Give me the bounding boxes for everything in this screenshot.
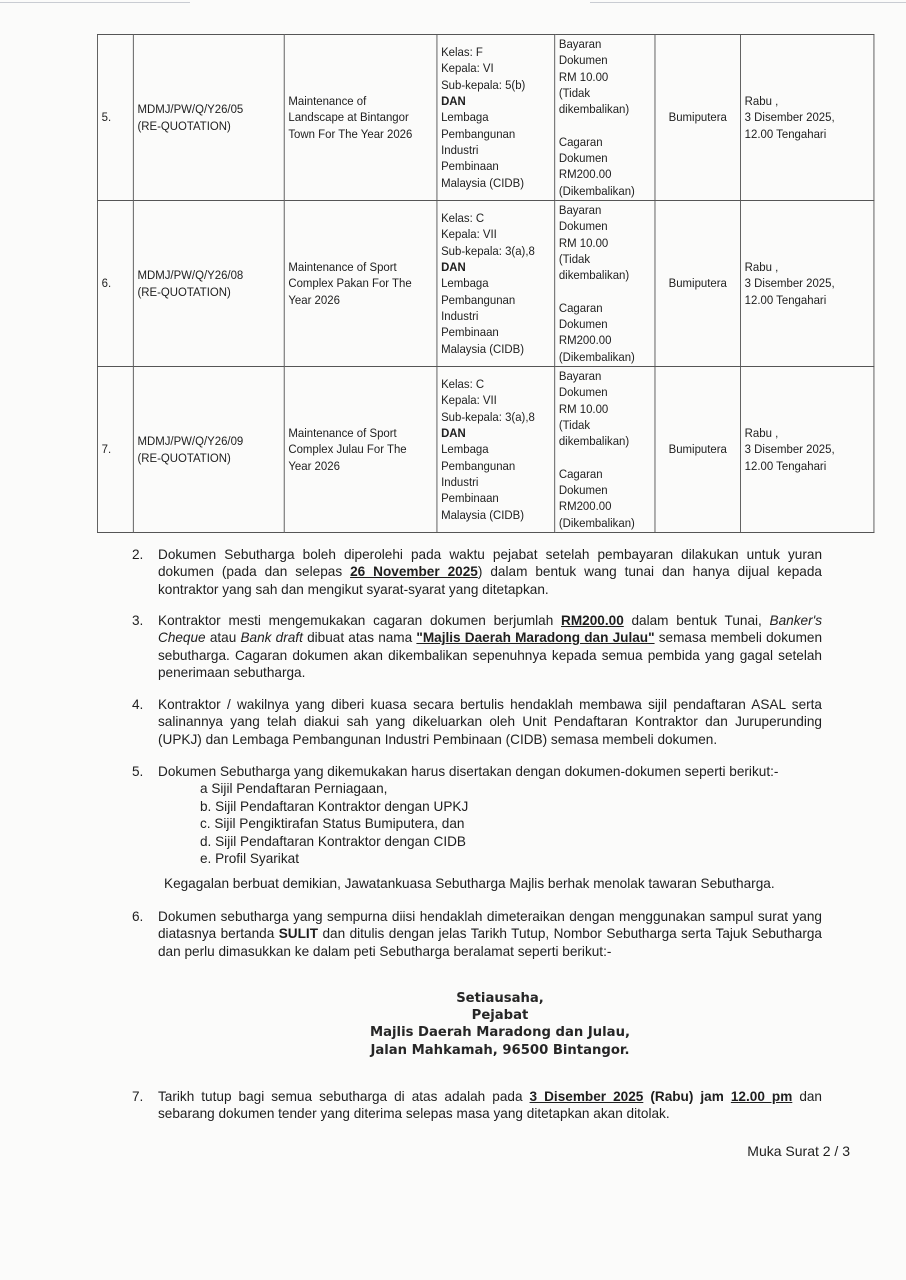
row-number: 5. xyxy=(97,35,133,201)
document-fee: Bayaran Dokumen RM 10.00 (Tidak dikembalikan) Cagaran Dokumen RM200.00 (Dikembalikan) xyxy=(555,201,655,367)
table-row xyxy=(97,201,873,367)
quotation-title: Maintenance of Sport Complex Pakan For The Year 2026 xyxy=(284,201,437,367)
row-number: 7. xyxy=(97,367,133,533)
list-item: b. Sijil Pendaftaran Kontraktor dengan UPKJ xyxy=(200,798,469,814)
document-fee: Bayaran Dokumen RM 10.00 (Tidak dikembalikan) Cagaran Dokumen RM200.00 (Dikembalikan) xyxy=(555,367,655,533)
contractor-class: Kelas: C Kepala: VII Sub-kepala: 3(a),8 DAN Lembaga Pembangunan Industri Pembinaan Malaysia (CIDB) xyxy=(437,367,555,533)
tender-table xyxy=(97,34,874,533)
reference-number: MDMJ/PW/Q/Y26/09 (RE-QUOTATION) xyxy=(133,367,284,533)
sulit-label: SULIT xyxy=(278,926,319,942)
table-row xyxy=(97,367,873,533)
required-documents-list xyxy=(200,780,468,868)
reference-number: MDMJ/PW/Q/Y26/05 (RE-QUOTATION) xyxy=(133,35,284,201)
table-row xyxy=(97,35,873,201)
contractor-class: Kelas: F Kepala: VI Sub-kepala: 5(b) DAN Lembaga Pembangunan Industri Pembinaan Malaysia (CIDB) xyxy=(437,35,555,201)
paragraph-5: 5. Dokumen Sebutharga yang dikemukakan harus disertakan dengan dokumen-dokumen seperti berikut:- xyxy=(132,764,779,779)
list-item: a Sijil Pendaftaran Perniagaan, xyxy=(200,781,388,796)
deposit-amount: RM200.00 xyxy=(561,613,624,628)
quotation-title: Maintenance of Sport Complex Julau For The Year 2026 xyxy=(284,367,437,533)
date-open: 26 November 2025 xyxy=(350,564,478,580)
list-item: e. Profil Syarikat xyxy=(200,851,299,867)
submission-address: Setiausaha, Pejabat Majlis Daerah Maradong dan Julau, Jalan Mahkamah, 96500 Bintangor. xyxy=(370,991,630,1058)
row-number: 6. xyxy=(97,201,133,367)
contractor-status: Bumiputera xyxy=(655,35,741,201)
payee-name: "Majlis Daerah Maradong dan Julau" xyxy=(416,630,655,646)
closing-date: 3 Disember 2025 xyxy=(529,1089,644,1104)
contractor-status: Bumiputera xyxy=(655,201,741,367)
paragraph-7: 7. Tarikh tutup bagi semua sebutharga di atas adalah pada 3 Disember 2025 (Rabu) jam 12.00 pm dan sebarang dokumen tender yang diterima selepas masa yang ditetapkan akan ditolak. xyxy=(132,1089,822,1122)
closing-time: 12.00 pm xyxy=(730,1089,793,1104)
contractor-status: Bumiputera xyxy=(655,367,741,533)
list-item: d. Sijil Pendaftaran Kontraktor dengan CIDB xyxy=(200,833,466,849)
scan-edge xyxy=(590,2,906,3)
scan-edge xyxy=(0,2,190,3)
paragraph-6: 6. Dokumen sebutharga yang sempurna diisi hendaklah dimeteraikan dengan menggunakan sampul surat yang diatasnya bertanda SULIT dan ditulis dengan jelas Tarikh Tutup, Nombor Sebutharga serta Tajuk Sebutharga dan perlu dimasukkan ke dalam peti Sebutharga beralamat seperti berikut:- xyxy=(132,909,822,959)
closing-datetime: Rabu , 3 Disember 2025, 12.00 Tengahari xyxy=(741,201,874,367)
paragraph-3: 3. Kontraktor mesti mengemukakan cagaran dokumen berjumlah RM200.00 dalam bentuk Tunai, Banker's Cheque atau Bank draft dibuat atas nama "Majlis Daerah Maradong dan Julau" semasa membeli dokumen sebutharga. Cagaran dokumen akan dikembalikan sepenuhnya kepada semua pembida yang gagal setelah penerimaan sebutharga. xyxy=(132,613,823,681)
closing-datetime: Rabu , 3 Disember 2025, 12.00 Tengahari xyxy=(741,35,874,201)
page-number: Muka Surat 2 / 3 xyxy=(747,1143,850,1159)
quotation-title: Maintenance of Landscape at Bintangor Town For The Year 2026 xyxy=(284,35,437,201)
paragraph-4: 4. Kontraktor / wakilnya yang diberi kuasa secara bertulis hendaklah membawa sijil pendaftaran ASAL serta salinannya yang telah diakui sah yang dikeluarkan oleh Unit Pendaftaran Kontraktor dan Juruperunding (UPKJ) dan Lembaga Pembangunan Industri Pembinaan (CIDB) semasa membeli dokumen. xyxy=(132,697,822,747)
document-fee: Bayaran Dokumen RM 10.00 (Tidak dikembalikan) Cagaran Dokumen RM200.00 (Dikembalikan) xyxy=(555,35,655,201)
reference-number: MDMJ/PW/Q/Y26/08 (RE-QUOTATION) xyxy=(133,201,284,367)
warning-note: Kegagalan berbuat demikian, Jawatankuasa Sebutharga Majlis berhak menolak tawaran Sebutharga. xyxy=(164,876,775,891)
contractor-class: Kelas: C Kepala: VII Sub-kepala: 3(a),8 DAN Lembaga Pembangunan Industri Pembinaan Malaysia (CIDB) xyxy=(437,201,555,367)
list-item: c. Sijil Pengiktirafan Status Bumiputera, dan xyxy=(200,816,465,832)
closing-datetime: Rabu , 3 Disember 2025, 12.00 Tengahari xyxy=(741,367,874,533)
paragraph-2: 2. Dokumen Sebutharga boleh diperolehi pada waktu pejabat setelah pembayaran dilakukan untuk yuran dokumen (pada dan selepas 26 November 2025) dalam bentuk wang tunai dan hanya dijual kepada kontraktor yang sah dan mengikut syarat-syarat yang ditetapkan. xyxy=(132,547,822,597)
